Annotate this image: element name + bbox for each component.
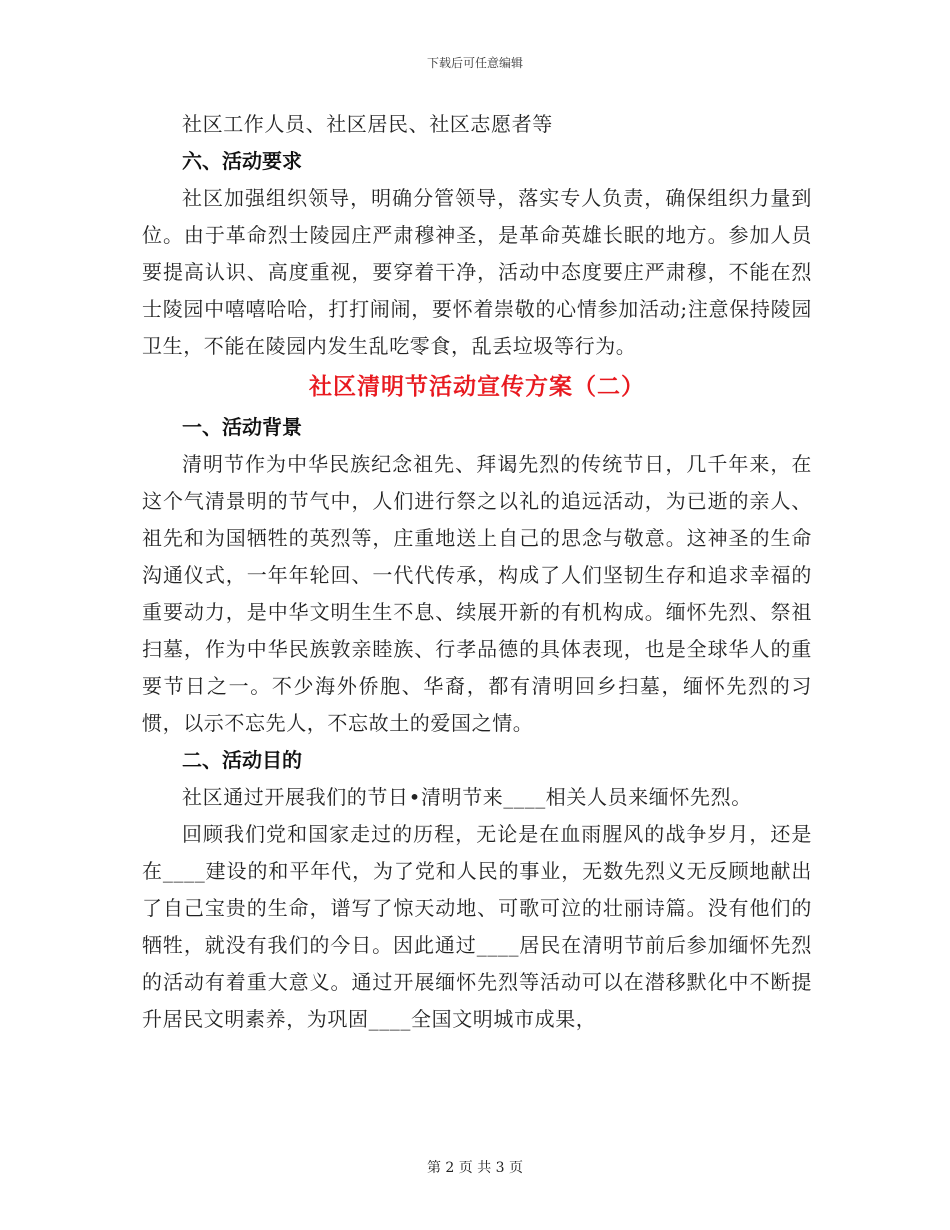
background-heading: 一、活动背景 [182,415,302,439]
document-body [142,106,812,1038]
participants-text: 社区工作人员、社区居民、社区志愿者等 [182,112,553,136]
background-text: 清明节作为中华民族纪念祖先、拜谒先烈的传统节日，几千年来，在这个气清景明的节气中，人们进行祭之以礼的追远活动，为已逝的亲人、祖先和为国牺牲的英烈等，庄重地送上自己的思念与敬意。这神圣的生命沟通仪式，一年年轮回、一代代传承，构成了人们坚韧生存和追求幸福的重要动力，是中华文明生生不息、续展开新的有机构成。缅怀先烈、祭祖扫墓，作为中华民族敦亲睦族、行孝品德的具体表现，也是全球华人的重要节日之一。不少海外侨胞、华裔，都有清明回乡扫墓，缅怀先烈的习惯，以示不忘先人，不忘故土的爱国之情。 [142,452,812,735]
purpose-heading: 二、活动目的 [182,748,302,772]
page-header-note: 下载后可任意编辑 [426,56,523,70]
requirements-text: 社区加强组织领导，明确分管领导，落实专人负责，确保组织力量到位。由于革命烈士陵园庄严肃穆神圣，是革命英雄长眠的地方。参加人员要提高认识、高度重视，要穿着干净，活动中态度要庄严肃穆，不能在烈士陵园中嘻嘻哈哈，打打闹闹，要怀着崇敬的心情参加活动;注意保持陵园卫生，不能在陵园内发生乱吃零食，乱丢垃圾等行为。 [142,186,812,358]
page-number: 第 2 页 共 3 页 [426,1160,524,1176]
requirements-heading: 六、活动要求 [182,149,302,173]
purpose-text-2: 回顾我们党和国家走过的历程，无论是在血雨腥风的战争岁月，还是在____建设的和平年代，为了党和人民的事业，无数先烈义无反顾地献出了自己宝贵的生命，谱写了惊天动地、可歌可泣的壮丽诗篇。没有他们的牺牲，就没有我们的今日。因此通过____居民在清明节前后参加缅怀先烈的活动有着重大意义。通过开展缅怀先烈等活动可以在潜移默化中不断提升居民文明素养，为巩固____全国文明城市成果， [142,822,812,1031]
purpose-text-1: 社区通过开展我们的节日•清明节来____相关人员来缅怀先烈。 [182,785,752,809]
document-title: 社区清明节活动宣传方案（二） [309,374,645,400]
